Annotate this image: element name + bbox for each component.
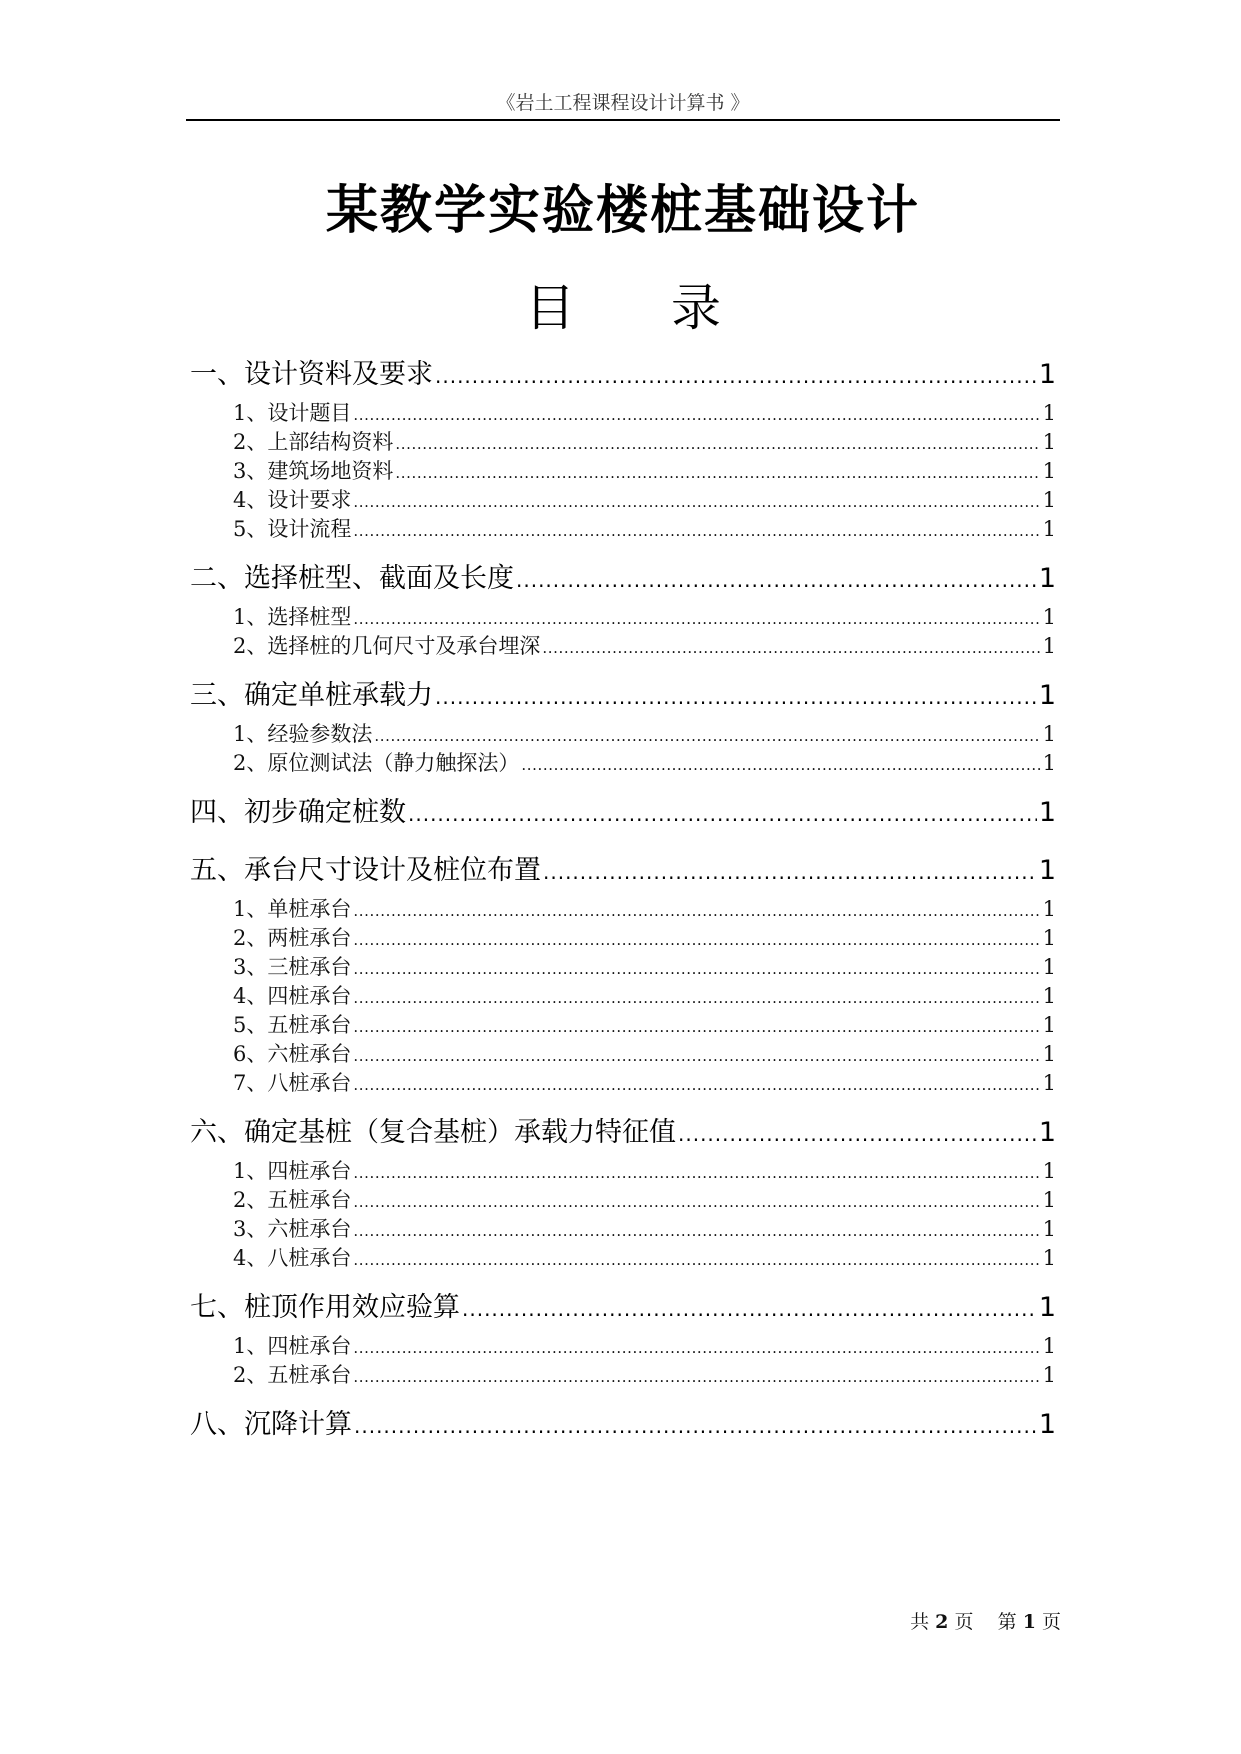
toc-entry-page-number: 1: [1042, 488, 1056, 512]
toc-dot-leader: [353, 897, 1040, 921]
toc-dot-leader: [542, 634, 1040, 658]
toc-entry-page-number: 1: [1042, 634, 1056, 658]
toc-entry-label: 1、设计题目: [233, 401, 352, 425]
toc-subsection-entry[interactable]: [233, 1359, 1056, 1387]
toc-entry-label: 2、两桩承台: [233, 926, 352, 950]
toc-dot-leader: [353, 1363, 1040, 1387]
footer-current-prefix: 第: [997, 1611, 1017, 1633]
toc-entry-label: 八、沉降计算: [190, 1409, 352, 1440]
toc-entry-page-number: 1: [1042, 751, 1056, 775]
toc-entry-label: 3、六桩承台: [233, 1217, 352, 1241]
toc-dot-leader: [462, 1292, 1037, 1323]
running-header: 《岩土工程课程设计计算书 》: [496, 92, 750, 114]
toc-entry-page-number: 1: [1038, 1292, 1056, 1323]
toc-entry-label: 2、五桩承台: [233, 1363, 352, 1387]
toc-dot-leader: [678, 1117, 1037, 1148]
toc-dot-leader: [353, 955, 1040, 979]
toc-dot-leader: [408, 797, 1037, 828]
toc-entry-label: 1、四桩承台: [233, 1334, 352, 1358]
toc-dot-leader: [395, 459, 1040, 483]
toc-entry-page-number: 1: [1042, 1042, 1056, 1066]
footer-current-suffix: 页: [1041, 1611, 1061, 1633]
toc-entry-page-number: 1: [1042, 1159, 1056, 1183]
toc-entry-page-number: 1: [1042, 1334, 1056, 1358]
toc-dot-leader: [353, 605, 1040, 629]
toc-subsection-entry[interactable]: [233, 601, 1056, 629]
toc-entry-label: 二、选择桩型、截面及长度: [190, 563, 514, 594]
toc-entry-label: 六、确定基桩（复合基桩）承载力特征值: [190, 1117, 676, 1148]
footer-total-suffix: 页: [954, 1611, 974, 1633]
toc-subsection-entry[interactable]: [233, 1155, 1056, 1183]
toc-entry-page-number: 1: [1038, 680, 1056, 711]
toc-entry-page-number: 1: [1042, 1071, 1056, 1095]
toc-subsection-entry[interactable]: [233, 1184, 1056, 1212]
toc-entry-label: 三、确定单桩承载力: [190, 680, 433, 711]
toc-dot-leader: [395, 430, 1040, 454]
toc-entry-label: 4、八桩承台: [233, 1246, 352, 1270]
toc-dot-leader: [516, 563, 1037, 594]
toc-entry-label: 6、六桩承台: [233, 1042, 352, 1066]
toc-entry-page-number: 1: [1038, 1409, 1056, 1440]
toc-dot-leader: [353, 1159, 1040, 1183]
toc-section-entry[interactable]: [190, 556, 1056, 592]
toc-entry-label: 1、选择桩型: [233, 605, 352, 629]
toc-dot-leader: [353, 1042, 1040, 1066]
toc-subsection-entry[interactable]: [233, 1330, 1056, 1358]
toc-dot-leader: [353, 984, 1040, 1008]
toc-subsection-entry[interactable]: [233, 484, 1056, 512]
toc-subsection-entry[interactable]: [233, 980, 1056, 1008]
toc-dot-leader: [374, 722, 1040, 746]
toc-subsection-entry[interactable]: [233, 397, 1056, 425]
toc-entry-page-number: 1: [1038, 855, 1056, 886]
toc-entry-page-number: 1: [1042, 897, 1056, 921]
toc-entry-page-number: 1: [1038, 1117, 1056, 1148]
toc-dot-leader: [353, 1013, 1040, 1037]
toc-entry-page-number: 1: [1042, 1013, 1056, 1037]
toc-entry-label: 3、三桩承台: [233, 955, 352, 979]
page-footer: [910, 1607, 1061, 1634]
toc-entry-page-number: 1: [1042, 926, 1056, 950]
toc-entry-page-number: 1: [1042, 1246, 1056, 1270]
toc-entry-page-number: 1: [1042, 722, 1056, 746]
toc-entry-label: 2、五桩承台: [233, 1188, 352, 1212]
toc-subsection-entry[interactable]: [233, 1067, 1056, 1095]
toc-entry-page-number: 1: [1038, 797, 1056, 828]
toc-entry-page-number: 1: [1042, 605, 1056, 629]
toc-subsection-entry[interactable]: [233, 1242, 1056, 1270]
toc-entry-label: 四、初步确定桩数: [190, 797, 406, 828]
toc-dot-leader: [353, 1188, 1040, 1212]
toc-entry-label: 五、承台尺寸设计及桩位布置: [190, 855, 541, 886]
toc-dot-leader: [353, 517, 1040, 541]
toc-section-entry[interactable]: [190, 673, 1056, 709]
toc-dot-leader: [435, 680, 1037, 711]
toc-dot-leader: [353, 488, 1040, 512]
toc-dot-leader: [543, 855, 1037, 886]
toc-dot-leader: [353, 401, 1040, 425]
toc-entry-label: 1、单桩承台: [233, 897, 352, 921]
toc-entry-label: 5、五桩承台: [233, 1013, 352, 1037]
footer-total-prefix: 共: [910, 1611, 930, 1633]
toc-section-entry[interactable]: [190, 352, 1056, 388]
toc-subsection-entry[interactable]: [233, 1213, 1056, 1241]
toc-dot-leader: [435, 359, 1037, 390]
footer-current-page: 1: [1022, 1611, 1036, 1633]
toc-subsection-entry[interactable]: [233, 951, 1056, 979]
toc-entry-label: 5、设计流程: [233, 517, 352, 541]
toc-subsection-entry[interactable]: [233, 1038, 1056, 1066]
toc-subsection-entry[interactable]: [233, 747, 1056, 775]
toc-dot-leader: [354, 1409, 1037, 1440]
toc-section-entry[interactable]: [190, 1110, 1056, 1146]
toc-entry-label: 一、设计资料及要求: [190, 359, 433, 390]
toc-entry-label: 七、桩顶作用效应验算: [190, 1292, 460, 1323]
toc-subsection-entry[interactable]: [233, 1009, 1056, 1037]
toc-section-entry[interactable]: [190, 1285, 1056, 1321]
toc-entry-label: 7、八桩承台: [233, 1071, 352, 1095]
toc-section-entry[interactable]: [190, 790, 1056, 826]
toc-subsection-entry[interactable]: [233, 718, 1056, 746]
toc-subsection-entry[interactable]: [233, 630, 1056, 658]
toc-entry-page-number: 1: [1042, 1363, 1056, 1387]
toc-dot-leader: [521, 751, 1040, 775]
toc-entry-page-number: 1: [1042, 1188, 1056, 1212]
toc-entry-page-number: 1: [1038, 563, 1056, 594]
toc-entry-label: 2、原位测试法（静力触探法）: [233, 751, 520, 775]
toc-entry-label: 4、四桩承台: [233, 984, 352, 1008]
toc-subsection-entry[interactable]: [233, 513, 1056, 541]
toc-dot-leader: [353, 926, 1040, 950]
toc-entry-page-number: 1: [1042, 955, 1056, 979]
toc-dot-leader: [353, 1071, 1040, 1095]
toc-entry-page-number: 1: [1038, 359, 1056, 390]
toc-dot-leader: [353, 1334, 1040, 1358]
toc-subsection-entry[interactable]: [233, 426, 1056, 454]
toc-entry-label: 2、选择桩的几何尺寸及承台埋深: [233, 634, 541, 658]
document-title: 某教学实验楼桩基础设计: [325, 181, 920, 241]
toc-entry-label: 1、经验参数法: [233, 722, 373, 746]
toc-entry-label: 4、设计要求: [233, 488, 352, 512]
header-rule: [186, 119, 1060, 121]
toc-section-entry[interactable]: [190, 1402, 1056, 1438]
toc-title: 目 录: [525, 279, 761, 337]
toc-entry-page-number: 1: [1042, 984, 1056, 1008]
toc-dot-leader: [353, 1217, 1040, 1241]
toc-entry-label: 3、建筑场地资料: [233, 459, 394, 483]
toc-dot-leader: [353, 1246, 1040, 1270]
footer-total-pages: 2: [935, 1611, 949, 1633]
toc-entry-page-number: 1: [1042, 401, 1056, 425]
toc-entry-page-number: 1: [1042, 517, 1056, 541]
toc-entry-label: 2、上部结构资料: [233, 430, 394, 454]
toc-subsection-entry[interactable]: [233, 922, 1056, 950]
toc-entry-page-number: 1: [1042, 459, 1056, 483]
toc-subsection-entry[interactable]: [233, 893, 1056, 921]
toc-section-entry[interactable]: [190, 848, 1056, 884]
toc-subsection-entry[interactable]: [233, 455, 1056, 483]
toc-entry-page-number: 1: [1042, 1217, 1056, 1241]
toc-entry-page-number: 1: [1042, 430, 1056, 454]
toc-entry-label: 1、四桩承台: [233, 1159, 352, 1183]
